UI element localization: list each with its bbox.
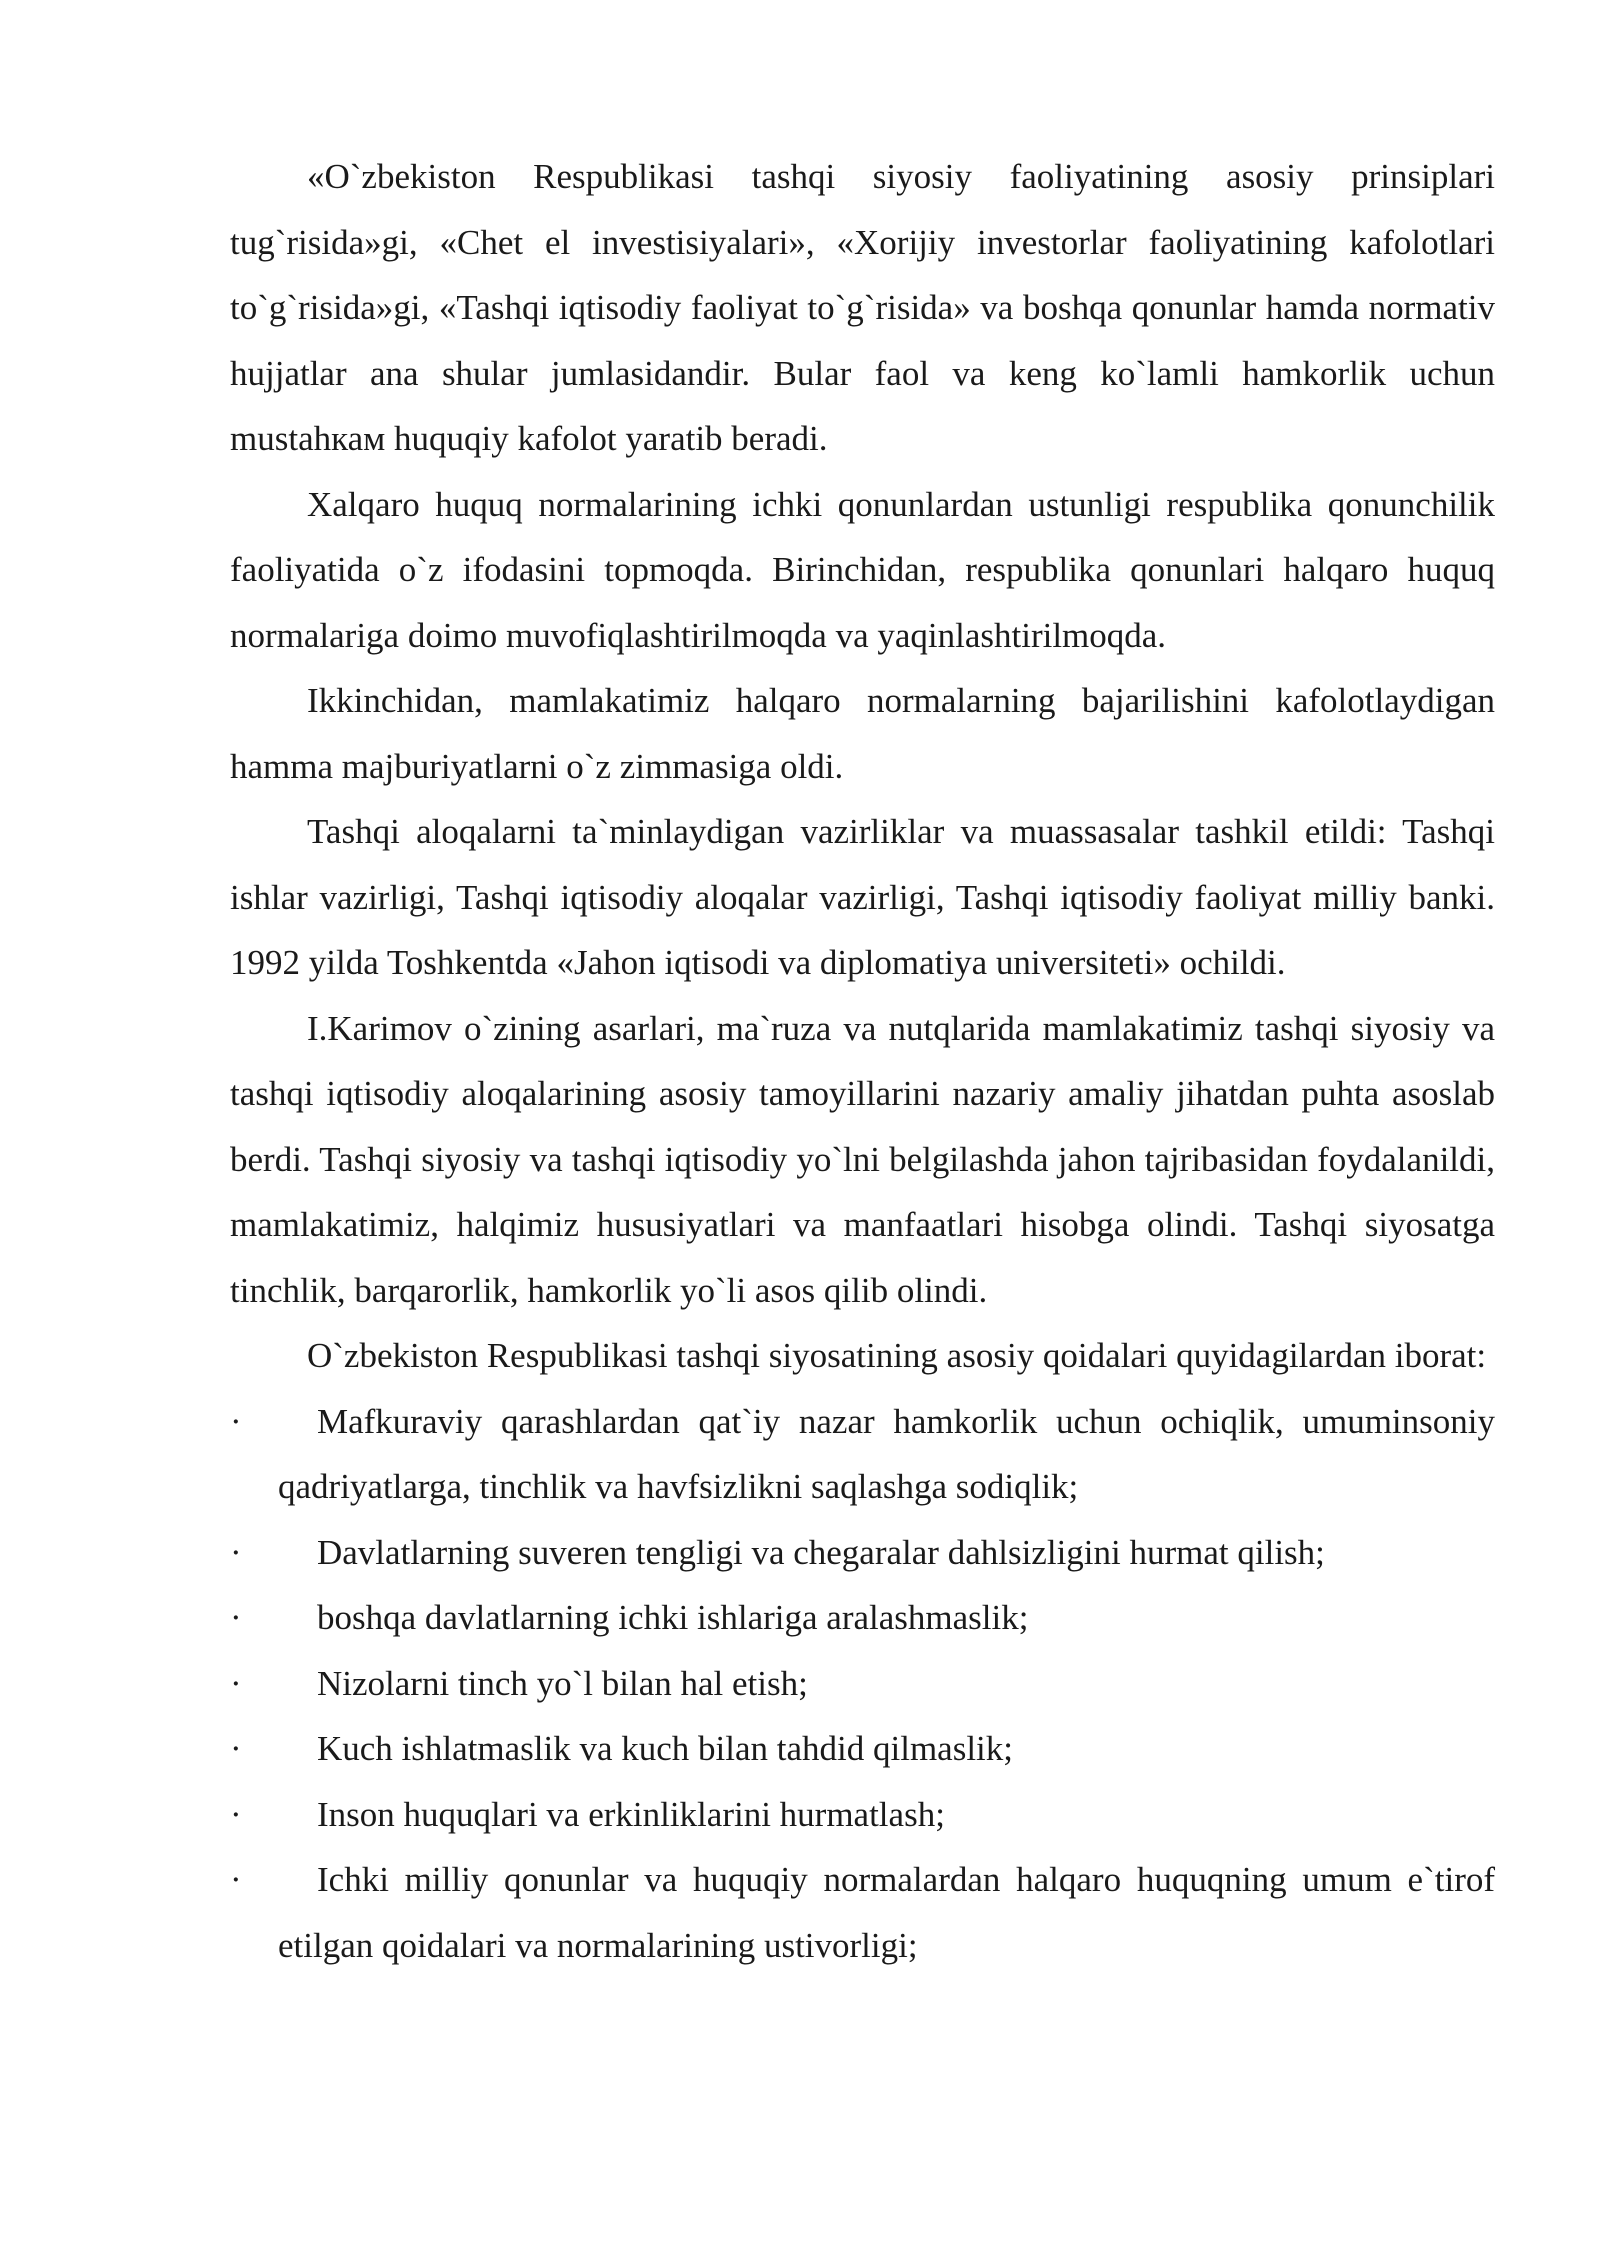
paragraph-laws: «O`zbekiston Respublikasi tashqi siyosiy faoliyatining asosiy prinsiplari tug`risida»gi, «Chet el investisiyalari», «Xorijiy investorlar faoliyatining kafolotlari to`g`risida»gi, «Tashqi iqtisodiy faoliyat to`g`risida» va boshqa qonunlar hamda normativ hujjatlar ana shular jumlasidandir. Bular faol va keng ko`lamli hamkorlik uchun mustahкам huquqiy kafolot yaratib beradi. (230, 157, 1495, 458)
paragraph-ministries: Tashqi aloqalarni ta`minlaydigan vazirliklar va muassasalar tashkil etildi: Tashqi ishlar vazirligi, Tashqi iqtisodiy aloqalar vazirligi, Tashqi iqtisodiy faoliyat milliy banki. 1992 yilda Toshkentda «Jahon iqtisodi va diplomatiya universiteti» ochildi. (230, 812, 1495, 982)
list-item (230, 1716, 1495, 1782)
paragraph-international-law: Xalqaro huquq normalarining ichki qonunlardan ustunligi respublika qonunchilik faoliyatida o`z ifodasini topmoqda. Birinchidan, respublika qonunlari halqaro huquq normalariga doimo muvofiqlashtirilmoqda va yaqinlashtirilmoqda. (230, 484, 1495, 655)
bullet-icon: · (230, 1729, 242, 1768)
list-item-text: Kuch ishlatmaslik va kuch bilan tahdid qilmaslik; (317, 1729, 1014, 1768)
list-item (230, 1782, 1495, 1848)
bullet-icon: · (230, 1860, 242, 1899)
paragraph-obligations: Ikkinchidan, mamlakatimiz halqaro normalarning bajarilishini kafolotlaydigan hamma majburiyatlarni o`z zimmasiga oldi. (230, 681, 1495, 786)
list-item (230, 1389, 1495, 1520)
list-item-text: Inson huquqlari va erkinliklarini hurmatlash; (317, 1794, 945, 1834)
list-item-text: boshqa davlatlarning ichki ishlariga aralashmaslik; (317, 1598, 1029, 1637)
principles-list (230, 1389, 1495, 1979)
list-item (230, 1651, 1495, 1717)
bullet-icon: · (230, 1532, 242, 1572)
list-item-text: Ichki milliy qonunlar va huquqiy normalardan halqaro huquqning umum e`tirof etilgan qoidalari va normalarining ustivorligi; (278, 1860, 1495, 1965)
paragraph-principles-intro: O`zbekiston Respublikasi tashqi siyosatining asosiy qoidalari quyidagilardan iborat: (307, 1336, 1487, 1375)
paragraph-karimov: I.Karimov o`zining asarlari, ma`ruza va nutqlarida mamlakatimiz tashqi siyosiy va tashqi iqtisodiy aloqalarining asosiy tamoyillarini nazariy amaliy jihatdan puhta asoslab berdi. Tashqi siyosiy va tashqi iqtisodiy yo`lni belgilashda jahon tajribasidan foydalanildi, mamlakatimiz, halqimiz hususiyatlari va manfaatlari hisobga olindi. Tashqi siyosatga tinchlik, barqarorlik, hamkorlik yo`li asos qilib olindi. (230, 1008, 1495, 1310)
list-item-text: Nizolarni tinch yo`l bilan hal etish; (317, 1663, 808, 1703)
bullet-icon: · (230, 1401, 242, 1441)
bullet-icon: · (230, 1598, 242, 1637)
bullet-icon: · (230, 1663, 242, 1703)
list-item (230, 1585, 1495, 1651)
list-item-text: Mafkuraviy qarashlardan qat`iy nazar hamkorlik uchun ochiqlik, umuminsoniy qadriyatlarga, tinchlik va havfsizlikni saqlashga sodiqlik; (278, 1401, 1495, 1506)
bullet-icon: · (230, 1794, 242, 1834)
document-page (230, 144, 1495, 1978)
list-item (230, 1520, 1495, 1586)
list-item-text: Davlatlarning suveren tengligi va chegaralar dahlsizligini hurmat qilish; (317, 1532, 1325, 1572)
list-item (230, 1847, 1495, 1978)
